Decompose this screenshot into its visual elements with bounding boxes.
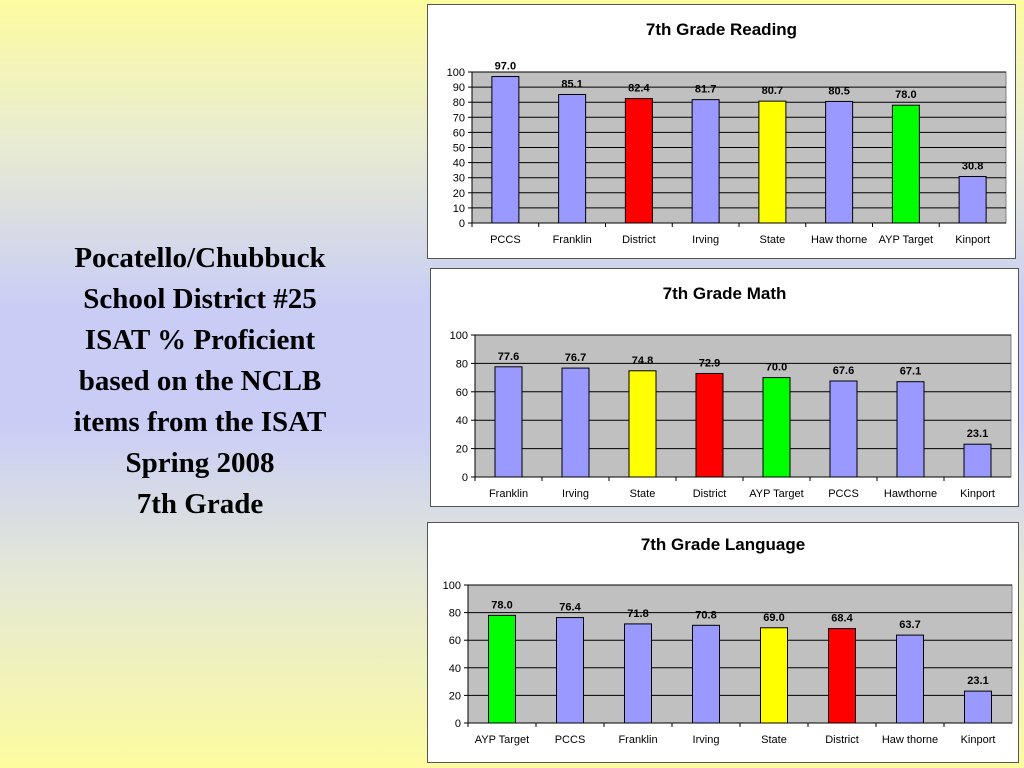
language-bar [897, 635, 924, 723]
slide-title [20, 238, 380, 525]
language-chart-panel [427, 522, 1019, 763]
language-bar [965, 691, 992, 723]
reading-data-label: 30.8 [961, 160, 984, 173]
slide-title-line: items from the ISAT [73, 406, 327, 438]
reading-y-tick-label: 50 [452, 142, 465, 155]
math-bar [562, 368, 589, 477]
math-category-label: Kinport [960, 488, 995, 500]
language-data-label: 76.4 [559, 601, 581, 614]
slide-title-line: 7th Grade [136, 488, 264, 520]
language-category-label: District [825, 734, 859, 746]
language-data-label: 23.1 [967, 675, 989, 688]
language-bar [489, 615, 516, 723]
math-data-label: 67.1 [899, 365, 922, 378]
math-y-tick-label: 40 [455, 415, 468, 428]
reading-category-label: Irving [692, 234, 720, 246]
slide-title-line: Spring 2008 [125, 447, 275, 479]
reading-y-tick-label: 70 [452, 112, 465, 125]
language-data-label: 68.4 [831, 612, 853, 625]
language-category-label: State [761, 734, 787, 746]
reading-bar [559, 94, 586, 223]
language-chart [428, 523, 1018, 762]
reading-category-label: PCCS [490, 234, 521, 246]
math-bar [830, 381, 857, 477]
language-category-label: Kinport [960, 734, 996, 746]
reading-y-tick-label: 100 [446, 67, 465, 79]
math-data-label: 23.1 [966, 428, 989, 441]
math-bar [897, 382, 924, 477]
math-y-tick-label: 100 [449, 330, 468, 342]
language-y-tick-label: 40 [448, 662, 461, 675]
math-category-label: District [692, 488, 727, 500]
language-y-tick-label: 20 [448, 690, 461, 703]
reading-bar [826, 101, 853, 223]
reading-data-label: 80.5 [828, 85, 850, 98]
reading-y-tick-label: 60 [452, 127, 465, 140]
reading-data-label: 82.4 [628, 82, 650, 95]
language-y-tick-label: 0 [454, 718, 461, 730]
math-category-label: PCCS [828, 488, 859, 500]
slide-title-line: based on the NCLB [78, 365, 322, 397]
math-category-label: AYP Target [749, 488, 804, 500]
math-bar [629, 371, 656, 477]
math-bar [696, 373, 723, 477]
reading-chart-panel [427, 4, 1016, 259]
reading-category-label: District [622, 234, 656, 246]
math-chart-panel [430, 268, 1019, 507]
reading-bar [759, 101, 786, 223]
math-category-label: State [629, 488, 656, 500]
reading-category-label: Haw thorne [810, 234, 868, 246]
slide-title-line: Pocatello/Chubbuck [74, 242, 326, 274]
language-data-label: 69.0 [763, 611, 785, 624]
math-y-tick-label: 0 [461, 472, 468, 484]
math-category-label: Franklin [488, 488, 529, 500]
language-bar [829, 629, 856, 723]
reading-bar [492, 77, 519, 223]
reading-data-label: 81.7 [694, 83, 717, 96]
reading-category-label: AYP Target [878, 234, 934, 246]
language-data-label: 63.7 [899, 619, 921, 632]
reading-category-label: Franklin [552, 234, 592, 246]
math-y-tick-label: 80 [455, 358, 468, 371]
math-chart [431, 269, 1018, 506]
math-bar [495, 367, 522, 477]
reading-y-tick-label: 90 [452, 82, 465, 95]
reading-y-tick-label: 30 [452, 172, 465, 185]
math-plot-area [475, 335, 1011, 477]
reading-data-label: 78.0 [895, 89, 917, 102]
language-bar [693, 625, 720, 723]
math-data-label: 76.7 [564, 352, 587, 365]
math-data-label: 74.8 [631, 354, 654, 367]
math-category-label: Irving [562, 488, 589, 500]
language-category-label: PCCS [554, 734, 586, 746]
math-data-label: 67.6 [832, 365, 855, 378]
language-bar [625, 624, 652, 723]
reading-category-label: State [759, 234, 786, 246]
math-y-tick-label: 60 [455, 386, 468, 399]
language-bar [761, 628, 788, 723]
reading-y-tick-label: 0 [458, 218, 465, 230]
language-y-tick-label: 60 [448, 635, 461, 648]
reading-chart-title: 7th Grade Reading [645, 20, 798, 39]
language-category-label: Haw thorne [881, 734, 939, 746]
slide-title-line: School District #25 [83, 283, 317, 315]
reading-data-label: 85.1 [561, 78, 583, 91]
language-category-label: Franklin [618, 734, 658, 746]
reading-y-tick-label: 10 [452, 202, 465, 215]
language-bar [557, 618, 584, 723]
reading-data-label: 80.7 [761, 85, 784, 98]
reading-bar [892, 105, 919, 223]
reading-y-tick-label: 80 [452, 97, 465, 110]
language-y-tick-label: 100 [442, 580, 461, 592]
reading-chart [428, 5, 1015, 258]
language-plot-area [468, 585, 1012, 723]
reading-data-label: 97.0 [494, 60, 517, 73]
slide-title-line: ISAT % Proficient [84, 324, 316, 356]
reading-y-tick-label: 40 [452, 157, 465, 170]
language-category-label: Irving [692, 734, 720, 746]
reading-y-tick-label: 20 [452, 187, 465, 200]
reading-bar [625, 99, 652, 223]
language-data-label: 70.8 [695, 609, 717, 622]
math-data-label: 77.6 [497, 350, 520, 363]
math-data-label: 70.0 [765, 361, 788, 374]
math-y-tick-label: 20 [455, 443, 468, 456]
math-bar [964, 444, 991, 477]
math-category-label: Hawthorne [883, 488, 938, 500]
language-data-label: 71.8 [627, 607, 649, 620]
math-bar [763, 378, 790, 477]
reading-category-label: Kinport [955, 234, 991, 246]
language-category-label: AYP Target [474, 734, 530, 746]
language-y-tick-label: 80 [448, 607, 461, 620]
language-data-label: 78.0 [491, 599, 513, 612]
math-data-label: 72.9 [698, 357, 721, 370]
language-chart-title: 7th Grade Language [640, 535, 806, 554]
reading-bar [959, 176, 986, 223]
reading-bar [692, 100, 719, 223]
math-chart-title: 7th Grade Math [662, 284, 787, 303]
